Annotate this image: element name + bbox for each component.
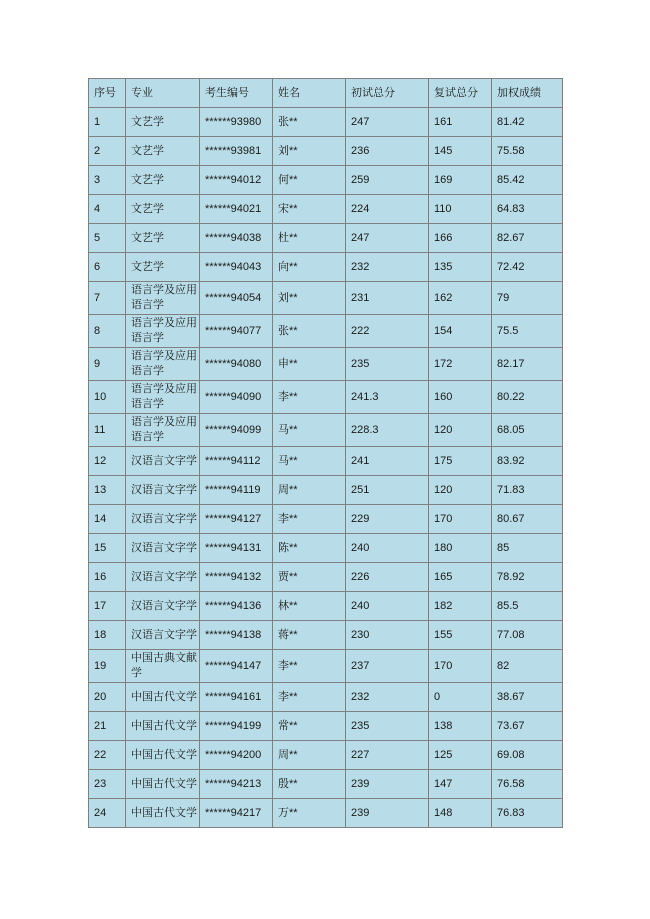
table-cell: 235 (346, 712, 429, 741)
table-cell: 80.22 (492, 381, 563, 414)
table-cell: 语言学及应用语言学 (126, 381, 200, 414)
table-cell: 何** (273, 166, 346, 195)
table-cell: 17 (89, 592, 126, 621)
table-cell: 语言学及应用语言学 (126, 315, 200, 348)
table-row (89, 770, 563, 799)
table-cell: 中国古代文学 (126, 799, 200, 828)
table-cell: 汉语言文字学 (126, 592, 200, 621)
table-cell: 9 (89, 348, 126, 381)
table-cell: 文艺学 (126, 137, 200, 166)
table-cell: ******94038 (200, 224, 273, 253)
table-cell: 77.08 (492, 621, 563, 650)
column-header: 初试总分 (346, 79, 429, 108)
column-header: 姓名 (273, 79, 346, 108)
table-row (89, 282, 563, 315)
table-cell: 82 (492, 650, 563, 683)
table-cell: 85.42 (492, 166, 563, 195)
table-cell: 李** (273, 650, 346, 683)
table-cell: 19 (89, 650, 126, 683)
table-cell: 125 (429, 741, 492, 770)
table-cell: 语言学及应用语言学 (126, 414, 200, 447)
table-cell: ******94217 (200, 799, 273, 828)
table-cell: ******94021 (200, 195, 273, 224)
table-cell: 236 (346, 137, 429, 166)
table-cell: ******94054 (200, 282, 273, 315)
table-cell: 2 (89, 137, 126, 166)
table-cell: 申** (273, 348, 346, 381)
table-row (89, 224, 563, 253)
table-cell: 222 (346, 315, 429, 348)
table-cell: 80.67 (492, 505, 563, 534)
table-cell: 22 (89, 741, 126, 770)
table-cell: 73.67 (492, 712, 563, 741)
table-cell: 贾** (273, 563, 346, 592)
table-cell: 中国古代文学 (126, 683, 200, 712)
table-cell: 24 (89, 799, 126, 828)
table-cell: 18 (89, 621, 126, 650)
table-cell: 向** (273, 253, 346, 282)
table-cell: 文艺学 (126, 166, 200, 195)
table-cell: 224 (346, 195, 429, 224)
table-cell: 汉语言文字学 (126, 621, 200, 650)
table-cell: 78.92 (492, 563, 563, 592)
table-cell: 247 (346, 108, 429, 137)
table-cell: 230 (346, 621, 429, 650)
table-cell: 语言学及应用语言学 (126, 282, 200, 315)
table-cell: 64.83 (492, 195, 563, 224)
table-cell: 林** (273, 592, 346, 621)
table-cell: 69.08 (492, 741, 563, 770)
table-cell: 120 (429, 476, 492, 505)
table-cell: 21 (89, 712, 126, 741)
column-header: 专业 (126, 79, 200, 108)
table-cell: 14 (89, 505, 126, 534)
table-cell: 81.42 (492, 108, 563, 137)
table-cell: 226 (346, 563, 429, 592)
table-cell: 蒋** (273, 621, 346, 650)
table-row (89, 741, 563, 770)
column-header: 考生编号 (200, 79, 273, 108)
table-cell: 71.83 (492, 476, 563, 505)
table-cell: 68.05 (492, 414, 563, 447)
table-cell: 232 (346, 253, 429, 282)
table-cell: 汉语言文字学 (126, 447, 200, 476)
table-cell: 75.5 (492, 315, 563, 348)
table-cell: 76.83 (492, 799, 563, 828)
table-cell: 160 (429, 381, 492, 414)
table-cell: 8 (89, 315, 126, 348)
table-cell: 161 (429, 108, 492, 137)
table-cell: 语言学及应用语言学 (126, 348, 200, 381)
table-row (89, 166, 563, 195)
table-cell: 235 (346, 348, 429, 381)
table-cell: 6 (89, 253, 126, 282)
table-cell: 241 (346, 447, 429, 476)
table-cell: 241.3 (346, 381, 429, 414)
table-cell: 汉语言文字学 (126, 476, 200, 505)
table-row (89, 563, 563, 592)
score-table-body (89, 79, 563, 828)
table-cell: 180 (429, 534, 492, 563)
table-cell: 殷** (273, 770, 346, 799)
table-row (89, 476, 563, 505)
table-cell: ******94099 (200, 414, 273, 447)
table-cell: 85.5 (492, 592, 563, 621)
table-row (89, 683, 563, 712)
table-row (89, 534, 563, 563)
table-cell: ******94077 (200, 315, 273, 348)
table-cell: ******94043 (200, 253, 273, 282)
table-cell: 227 (346, 741, 429, 770)
table-cell: 汉语言文字学 (126, 563, 200, 592)
table-row (89, 137, 563, 166)
table-row (89, 381, 563, 414)
table-cell: 165 (429, 563, 492, 592)
table-cell: 4 (89, 195, 126, 224)
table-cell: 147 (429, 770, 492, 799)
table-cell: 247 (346, 224, 429, 253)
table-cell: 79 (492, 282, 563, 315)
table-cell: 182 (429, 592, 492, 621)
table-cell: 138 (429, 712, 492, 741)
table-cell: 148 (429, 799, 492, 828)
table-cell: ******94127 (200, 505, 273, 534)
table-cell: 251 (346, 476, 429, 505)
table-cell: 155 (429, 621, 492, 650)
table-row (89, 447, 563, 476)
table-cell: 240 (346, 592, 429, 621)
table-cell: 周** (273, 476, 346, 505)
table-row (89, 650, 563, 683)
table-cell: 刘** (273, 282, 346, 315)
table-cell: 237 (346, 650, 429, 683)
table-cell: ******93981 (200, 137, 273, 166)
table-cell: ******94161 (200, 683, 273, 712)
table-cell: 169 (429, 166, 492, 195)
table-row (89, 799, 563, 828)
table-cell: 万** (273, 799, 346, 828)
table-cell: 231 (346, 282, 429, 315)
table-row (89, 592, 563, 621)
table-cell: 120 (429, 414, 492, 447)
table-cell: 166 (429, 224, 492, 253)
table-cell: 172 (429, 348, 492, 381)
table-cell: 张** (273, 315, 346, 348)
table-cell: 82.17 (492, 348, 563, 381)
table-cell: 10 (89, 381, 126, 414)
column-header: 加权成绩 (492, 79, 563, 108)
table-cell: ******94112 (200, 447, 273, 476)
table-cell: 20 (89, 683, 126, 712)
table-cell: 16 (89, 563, 126, 592)
table-cell: 239 (346, 799, 429, 828)
table-cell: ******94132 (200, 563, 273, 592)
table-cell: 0 (429, 683, 492, 712)
table-cell: 中国古代文学 (126, 712, 200, 741)
table-cell: ******94213 (200, 770, 273, 799)
table-cell: 11 (89, 414, 126, 447)
table-cell: 文艺学 (126, 253, 200, 282)
table-cell: ******93980 (200, 108, 273, 137)
table-cell: 175 (429, 447, 492, 476)
table-cell: 76.58 (492, 770, 563, 799)
table-cell: 170 (429, 650, 492, 683)
table-cell: 228.3 (346, 414, 429, 447)
table-cell: 38.67 (492, 683, 563, 712)
table-cell: ******94199 (200, 712, 273, 741)
table-cell: 23 (89, 770, 126, 799)
table-cell: 李** (273, 505, 346, 534)
table-cell: 13 (89, 476, 126, 505)
table-cell: 刘** (273, 137, 346, 166)
table-cell: 1 (89, 108, 126, 137)
table-cell: 170 (429, 505, 492, 534)
table-cell: 239 (346, 770, 429, 799)
table-cell: ******94080 (200, 348, 273, 381)
table-cell: 中国古典文献学 (126, 650, 200, 683)
table-row (89, 348, 563, 381)
table-cell: 周** (273, 741, 346, 770)
table-row (89, 108, 563, 137)
table-cell: 文艺学 (126, 195, 200, 224)
table-row (89, 712, 563, 741)
table-cell: 李** (273, 381, 346, 414)
table-cell: 232 (346, 683, 429, 712)
table-cell: 240 (346, 534, 429, 563)
table-cell: 110 (429, 195, 492, 224)
table-cell: 文艺学 (126, 108, 200, 137)
table-cell: 85 (492, 534, 563, 563)
table-cell: 82.67 (492, 224, 563, 253)
table-cell: ******94136 (200, 592, 273, 621)
table-cell: 常** (273, 712, 346, 741)
table-cell: ******94012 (200, 166, 273, 195)
table-row (89, 195, 563, 224)
table-cell: ******94119 (200, 476, 273, 505)
table-cell: 154 (429, 315, 492, 348)
table-cell: 229 (346, 505, 429, 534)
table-cell: 中国古代文学 (126, 770, 200, 799)
table-cell: 陈** (273, 534, 346, 563)
column-header: 复试总分 (429, 79, 492, 108)
table-cell: 杜** (273, 224, 346, 253)
table-cell: ******94090 (200, 381, 273, 414)
table-cell: ******94138 (200, 621, 273, 650)
table-cell: 83.92 (492, 447, 563, 476)
table-cell: 文艺学 (126, 224, 200, 253)
table-cell: ******94147 (200, 650, 273, 683)
table-cell: 5 (89, 224, 126, 253)
score-table (88, 78, 563, 828)
table-cell: 15 (89, 534, 126, 563)
table-cell: 汉语言文字学 (126, 534, 200, 563)
table-row (89, 621, 563, 650)
column-header: 序号 (89, 79, 126, 108)
table-cell: 李** (273, 683, 346, 712)
table-row (89, 505, 563, 534)
table-cell: 162 (429, 282, 492, 315)
table-cell: 12 (89, 447, 126, 476)
table-cell: 72.42 (492, 253, 563, 282)
table-cell: 3 (89, 166, 126, 195)
table-cell: 马** (273, 414, 346, 447)
table-cell: 宋** (273, 195, 346, 224)
table-row (89, 253, 563, 282)
table-cell: 259 (346, 166, 429, 195)
table-cell: 汉语言文字学 (126, 505, 200, 534)
table-cell: 145 (429, 137, 492, 166)
table-cell: ******94200 (200, 741, 273, 770)
table-cell: 75.58 (492, 137, 563, 166)
table-row (89, 414, 563, 447)
table-cell: 7 (89, 282, 126, 315)
table-cell: 马** (273, 447, 346, 476)
score-table-header-row (89, 79, 563, 108)
table-cell: ******94131 (200, 534, 273, 563)
table-cell: 张** (273, 108, 346, 137)
table-cell: 中国古代文学 (126, 741, 200, 770)
table-row (89, 315, 563, 348)
table-cell: 135 (429, 253, 492, 282)
